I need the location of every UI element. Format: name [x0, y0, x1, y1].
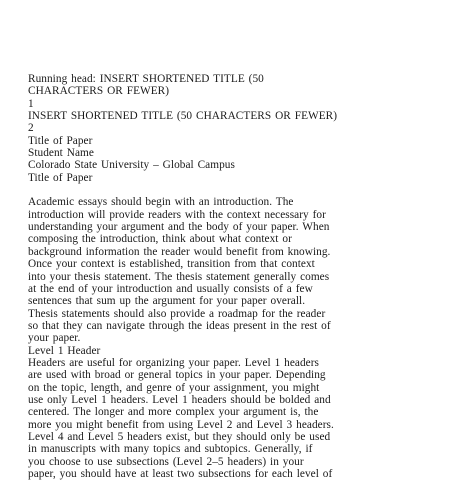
- paragraph-gap: [28, 184, 438, 196]
- body-line: at the end of your introduction and usually consists of a few: [28, 282, 313, 295]
- institution: Colorado State University – Global Campus: [28, 159, 235, 172]
- body-line: into your thesis statement. The thesis statement generally comes: [28, 270, 330, 283]
- body-line: so that they can navigate through the ideas present in the rest of: [28, 319, 331, 332]
- student-name: Student Name: [28, 147, 94, 160]
- body-line: your paper.: [28, 332, 81, 345]
- page-number-1: 1: [28, 97, 34, 110]
- body-line: sentences that sum up the argument for your paper overall.: [28, 295, 306, 308]
- body-line: Thesis statements should also provide a roadmap for the reader: [28, 307, 326, 320]
- body-line: are used with broad or general topics in your paper. Depending: [28, 369, 326, 382]
- body-line: you choose to use subsections (Level 2–5 headers) in your: [28, 455, 304, 468]
- running-head-line-1: Running head: INSERT SHORTENED TITLE (50: [28, 73, 264, 85]
- shortened-title-header: INSERT SHORTENED TITLE (50 CHARACTERS OR FEWER): [28, 110, 338, 123]
- page-number-2: 2: [28, 122, 34, 135]
- body-line: Academic essays should begin with an introduction. The: [28, 196, 294, 209]
- body-line: Once your context is established, transition from that context: [28, 258, 315, 271]
- body-line: introduction will provide readers with the context necessary for: [28, 208, 326, 221]
- body-line: use only Level 1 headers. Level 1 headers should be bolded and: [28, 393, 331, 406]
- body-line: on the topic, length, and genre of your assignment, you might: [28, 381, 320, 394]
- body-line: in manuscripts with many topics and subtopics. Generally, if: [28, 443, 313, 456]
- body-line: Headers are useful for organizing your paper. Level 1 headers: [28, 356, 320, 369]
- body-line: paper, you should have at least two subsections for each level of: [28, 468, 333, 480]
- running-head-line-2: CHARACTERS OR FEWER): [28, 85, 170, 98]
- body-line: Level 4 and Level 5 headers exist, but they should only be used: [28, 430, 331, 443]
- document-text: [28, 73, 438, 480]
- body-line: centered. The longer and more complex your argument is, the: [28, 406, 319, 419]
- level-1-header: Level 1 Header: [28, 344, 101, 357]
- body-line: composing the introduction, think about what context or: [28, 233, 292, 246]
- paper-title-repeat: Title of Paper: [28, 171, 93, 184]
- body-line: background information the reader would benefit from knowing.: [28, 245, 331, 258]
- paper-title: Title of Paper: [28, 134, 93, 147]
- body-line: understanding your argument and the body of your paper. When: [28, 221, 330, 234]
- body-line: more you might benefit from using Level 2 and Level 3 headers.: [28, 418, 334, 431]
